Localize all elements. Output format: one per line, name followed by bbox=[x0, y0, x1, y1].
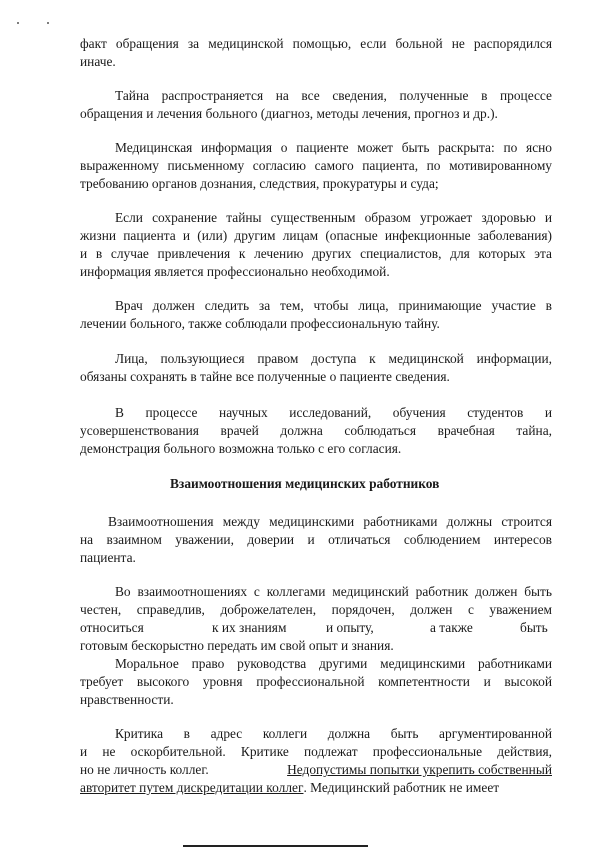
text-line: демонстрация больного возможна только с его согласия. bbox=[80, 441, 402, 456]
text-line-fragment: и опыту, bbox=[326, 620, 374, 635]
text-line: требует высокого уровня профессиональной компетентности и высокой bbox=[80, 674, 552, 689]
text-line: Моральное право руководства другими медицинскими работниками bbox=[115, 656, 552, 671]
text-line: нравственности. bbox=[80, 692, 174, 707]
text-line-fragment: относиться bbox=[80, 620, 144, 635]
text-line: готовым бескорыстно передать им свой опыт и знания. bbox=[80, 638, 394, 653]
text-line: Врач должен следить за тем, чтобы лица, принимающие участие в bbox=[115, 298, 552, 313]
text-line: Во взаимоотношениях с коллегами медицинский работник должен быть bbox=[115, 584, 552, 599]
text-line: В процессе научных исследований, обучения студентов и bbox=[115, 405, 552, 420]
text-line-fragment: а также bbox=[430, 620, 473, 635]
text-line: лечении больного, также соблюдали профессиональную тайну. bbox=[80, 316, 440, 331]
text-line: обязаны сохранять в тайне все полученные о пациенте сведения. bbox=[80, 369, 450, 384]
text-line: и не оскорбительной. Критике подлежат профессиональные действия, bbox=[80, 744, 552, 759]
section-heading: Взаимоотношения медицинских работников bbox=[170, 476, 440, 491]
text-line: требованию органов дознания, следствия, прокуратуры и суда; bbox=[80, 176, 439, 191]
text-line: информация является профессионально необходимой. bbox=[80, 264, 390, 279]
text-line-fragment: к их знаниям bbox=[212, 620, 287, 635]
text-line: Тайна распространяется на все сведения, полученные в процессе bbox=[115, 88, 552, 103]
underlined-text: авторитет путем дискредитации коллег bbox=[80, 780, 304, 795]
text-line: Взаимоотношения между медицинскими работниками должны строится bbox=[108, 514, 552, 529]
underlined-text: Недопустимы попытки укрепить собственный bbox=[287, 762, 552, 777]
text-line: усовершенствования врачей должна соблюдаться врачебная тайна, bbox=[80, 423, 552, 438]
text-line: жизни пациента и (или) другим лицам (опасные инфекционные заболевания) bbox=[80, 228, 552, 243]
text-line bbox=[80, 762, 552, 778]
text-line: выраженному письменному согласию самого пациента, по мотивированному bbox=[80, 158, 552, 173]
text-fragment: . Медицинский работник не имеет bbox=[303, 780, 500, 795]
text-line: пациента. bbox=[80, 550, 136, 565]
text-line: честен, справедлив, доброжелателен, порядочен, должен с уважением bbox=[80, 602, 552, 617]
text-line: обращения и лечения больного (диагноз, методы лечения, прогноз и др.). bbox=[80, 106, 498, 121]
bottom-divider bbox=[183, 845, 368, 847]
text-line-fragment: быть bbox=[520, 620, 548, 635]
text-line: Медицинская информация о пациенте может быть раскрыта: по ясно bbox=[115, 140, 552, 155]
text-line: Если сохранение тайны существенным образом угрожает здоровью и bbox=[115, 210, 552, 225]
scan-speck bbox=[47, 22, 49, 24]
text-line: Критика в адрес коллеги должна быть аргументированной bbox=[115, 726, 552, 741]
scan-speck bbox=[17, 22, 19, 24]
text-line: Лица, пользующиеся правом доступа к медицинской информации, bbox=[115, 351, 552, 366]
text-line bbox=[80, 780, 552, 796]
text-line: на взаимном уважении, доверии и отличаться соблюдением интересов bbox=[80, 532, 552, 547]
text-fragment: но не личность коллег. bbox=[80, 762, 209, 777]
text-line: факт обращения за медицинской помощью, если больной не распорядился bbox=[80, 36, 552, 51]
text-line: иначе. bbox=[80, 54, 116, 69]
text-line: и в случае привлечения к лечению других специалистов, для которых эта bbox=[80, 246, 552, 261]
